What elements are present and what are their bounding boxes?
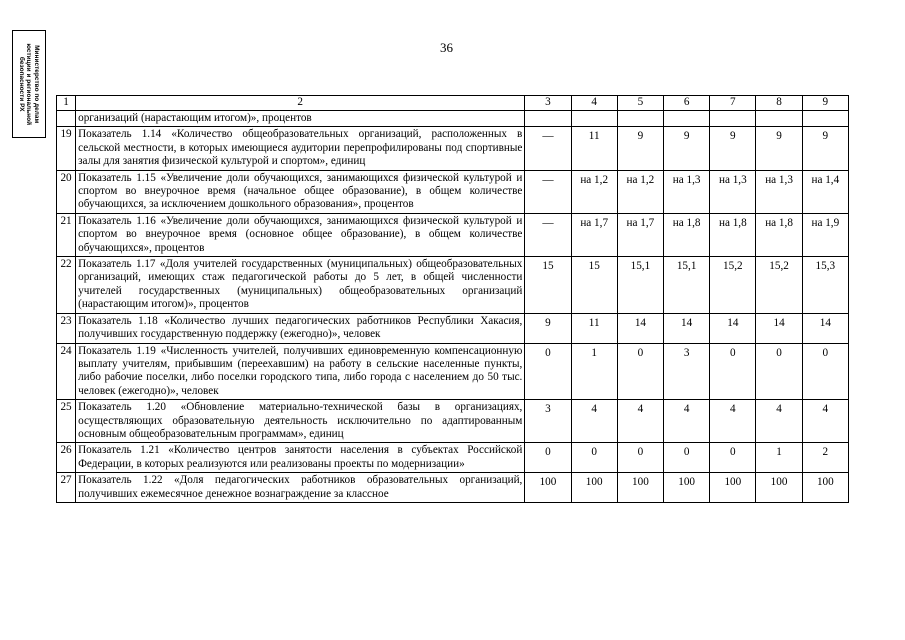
value-cell: 4 [802,400,848,443]
value-cell: 100 [756,473,802,503]
value-cell: — [525,170,571,213]
value-cell: 15,2 [756,257,802,314]
value-cell: 4 [617,400,663,443]
value-cell: 15,3 [802,257,848,314]
row-number [57,111,76,127]
indicator-description: Показатель 1.20 «Обновление материально-технической базы в организациях, осуществляющих образовательную деятельность исключительно по адаптированным основным общеобразовательным программам», единиц [76,400,525,443]
value-cell: на 1,7 [617,213,663,256]
value-cell: 14 [664,313,710,343]
value-cell: на 1,8 [710,213,756,256]
value-cell: 9 [802,127,848,170]
row-number: 27 [57,473,76,503]
row-number: 24 [57,343,76,400]
value-cell: 100 [525,473,571,503]
value-cell: 100 [664,473,710,503]
value-cell: 9 [617,127,663,170]
header-cell: 6 [664,96,710,111]
value-cell [710,111,756,127]
value-cell [525,111,571,127]
value-cell: 11 [571,313,617,343]
value-cell: 1 [756,443,802,473]
row-number: 26 [57,443,76,473]
value-cell: 0 [617,443,663,473]
value-cell [756,111,802,127]
value-cell: 15,1 [664,257,710,314]
value-cell [571,111,617,127]
table-row [57,313,849,343]
value-cell: на 1,8 [664,213,710,256]
value-cell: 0 [617,343,663,400]
value-cell: 9 [664,127,710,170]
stamp-line-3: безопасности РХ [18,56,26,112]
value-cell: 15,2 [710,257,756,314]
row-number: 19 [57,127,76,170]
indicator-description: Показатель 1.17 «Доля учителей государственных (муниципальных) общеобразовательных организаций, имеющих стаж педагогической работы до 5 лет, в общей численности учителей государственных (муниципальных) общеобразовательных организаций (нарастающим итогом)», процентов [76,257,525,314]
indicator-description: Показатель 1.21 «Количество центров занятости населения в субъектах Российской Федерации, в которых реализуются или реализованы проекты по модернизации» [76,443,525,473]
value-cell [664,111,710,127]
value-cell: на 1,2 [571,170,617,213]
header-cell: 7 [710,96,756,111]
value-cell: 0 [710,343,756,400]
table-row [57,170,849,213]
table-row [57,127,849,170]
value-cell: 9 [525,313,571,343]
header-cell: 8 [756,96,802,111]
value-cell: на 1,3 [756,170,802,213]
row-number: 20 [57,170,76,213]
value-cell: 9 [710,127,756,170]
table-row [57,111,849,127]
table-row [57,213,849,256]
indicator-description: Показатель 1.15 «Увеличение доли обучающихся, занимающихся физической культурой и спортом во внеурочное время (начальное общее образование), в общем количестве обучающихся, за исключением дошкольного образования», процентов [76,170,525,213]
value-cell: 0 [710,443,756,473]
value-cell: 11 [571,127,617,170]
indicator-description: Показатель 1.16 «Увеличение доли обучающихся, занимающихся физической культурой и спортом во внеурочное время (основное общее образование), в общем количестве обучающихся», процентов [76,213,525,256]
indicator-description: Показатель 1.14 «Количество общеобразовательных организаций, расположенных в сельской местности, в которых имеющиеся аудитории перепрофилированы под спортивные залы для занятия физической культурой и спортом», единиц [76,127,525,170]
value-cell: на 1,8 [756,213,802,256]
value-cell: 9 [756,127,802,170]
table-row [57,443,849,473]
table-row [57,257,849,314]
header-cell: 2 [76,96,525,111]
table-row [57,400,849,443]
row-number: 21 [57,213,76,256]
table-header-row [57,96,849,111]
value-cell: 14 [710,313,756,343]
value-cell: 0 [664,443,710,473]
row-number: 22 [57,257,76,314]
value-cell: 100 [617,473,663,503]
registration-stamp [12,30,46,138]
value-cell: 100 [710,473,756,503]
header-cell: 5 [617,96,663,111]
value-cell: на 1,3 [664,170,710,213]
value-cell [617,111,663,127]
value-cell: 1 [571,343,617,400]
value-cell: на 1,7 [571,213,617,256]
value-cell: 14 [617,313,663,343]
value-cell: на 1,9 [802,213,848,256]
indicator-description: организаций (нарастающим итогом)», процентов [76,111,525,127]
value-cell: 0 [802,343,848,400]
indicators-table [56,95,849,503]
value-cell: 100 [571,473,617,503]
value-cell: — [525,213,571,256]
value-cell: 2 [802,443,848,473]
stamp-line-2: юстиции и региональной [25,43,33,125]
value-cell: 3 [525,400,571,443]
header-cell: 3 [525,96,571,111]
value-cell: 15 [571,257,617,314]
value-cell: 14 [756,313,802,343]
indicator-description: Показатель 1.18 «Количество лучших педагогических работников Республики Хакасия, получивших государственную поддержку (ежегодно)», человек [76,313,525,343]
value-cell: на 1,3 [710,170,756,213]
stamp-line-1: Министерство по делам [33,44,41,124]
page-number: 36 [440,40,453,55]
value-cell: 14 [802,313,848,343]
value-cell: 4 [571,400,617,443]
value-cell: 3 [664,343,710,400]
value-cell: 0 [525,343,571,400]
value-cell: 0 [756,343,802,400]
value-cell: на 1,4 [802,170,848,213]
value-cell: 4 [664,400,710,443]
value-cell: 4 [710,400,756,443]
value-cell: 0 [525,443,571,473]
row-number: 23 [57,313,76,343]
header-cell: 1 [57,96,76,111]
header-cell: 9 [802,96,848,111]
indicator-description: Показатель 1.22 «Доля педагогических работников образовательных организаций, получивших ежемесячное денежное вознаграждение за классное [76,473,525,503]
stamp-text [18,43,41,125]
row-number: 25 [57,400,76,443]
indicator-description: Показатель 1.19 «Численность учителей, получивших единовременную компенсационную выплату учителям, прибывшим (переехавшим) на работу в сельские населенные пункты, либо рабочие поселки, либо поселки городского типа, либо города с населением до 50 тыс. человек (ежегодно)», человек [76,343,525,400]
table-row [57,343,849,400]
value-cell: 15 [525,257,571,314]
table-row [57,473,849,503]
header-cell: 4 [571,96,617,111]
value-cell: 4 [756,400,802,443]
value-cell: 100 [802,473,848,503]
value-cell: 0 [571,443,617,473]
value-cell: на 1,2 [617,170,663,213]
value-cell: — [525,127,571,170]
value-cell: 15,1 [617,257,663,314]
value-cell [802,111,848,127]
